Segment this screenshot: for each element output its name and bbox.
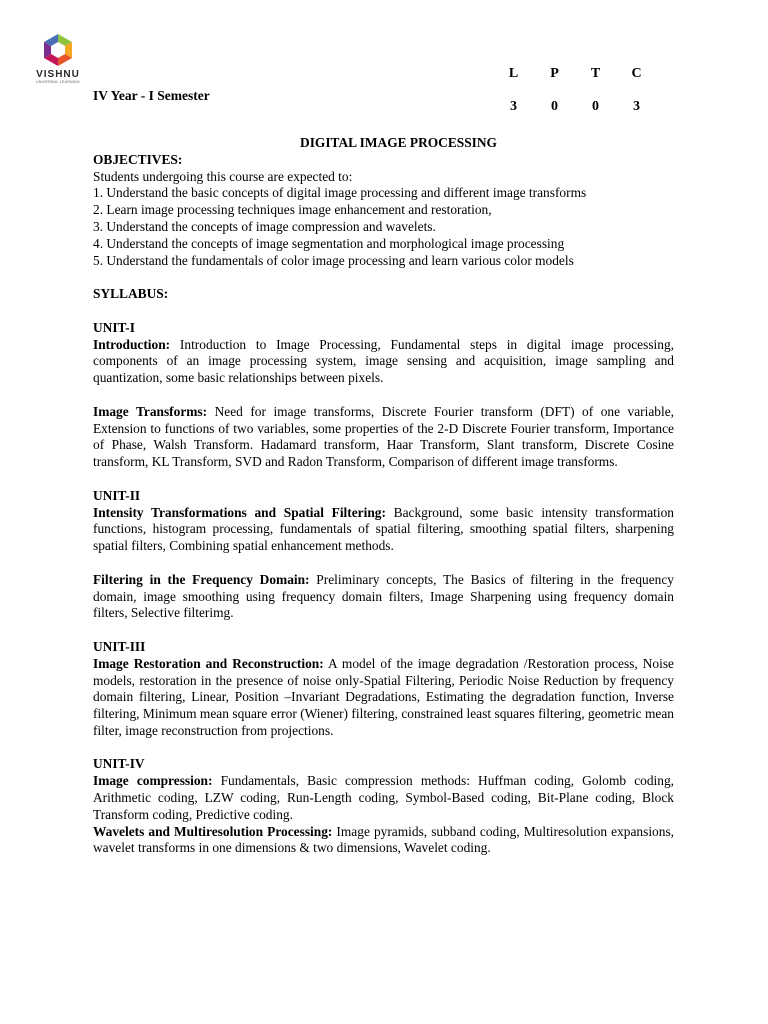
topic-paragraph: [93, 824, 674, 858]
objectives-heading: OBJECTIVES:: [93, 151, 183, 167]
objective-item: 2. Learn image processing techniques image enhancement and restoration,: [93, 202, 492, 218]
ltpc-label-p: P: [550, 66, 559, 81]
ltpc-value-l: 3: [510, 99, 517, 114]
topic-title: Image Transforms:: [93, 403, 208, 419]
vishnu-logo: [30, 32, 86, 94]
semester-label: IV Year - I Semester: [93, 88, 210, 103]
topic-text: Introduction to Image Processing, Fundamental steps in digital image processing, components of an image processing system, image sensing and acquisition, image sampling and quantization, some basic relationships between pixels.: [93, 336, 674, 386]
syllabus-content: [93, 135, 674, 857]
ltpc-value-p: 0: [551, 99, 558, 114]
objective-item: 4. Understand the concepts of image segmentation and morphological image processing: [93, 235, 565, 251]
topic-text: Need for image transforms, Discrete Fourier transform (DFT) of one variable, Extension to functions of two variables, some properties of the 2-D Discrete Fourier transform, Importance of Phase, Walsh Transform. Hadamard transform, Haar Transform, Slant transform, Discrete Cosine transform, KL Transform, SVD and Radon Transform, Comparison of different image transforms.: [93, 403, 674, 470]
objectives-list: [93, 185, 674, 269]
course-title: DIGITAL IMAGE PROCESSING: [300, 135, 497, 150]
topic-title: Image Restoration and Reconstruction:: [93, 655, 324, 671]
ltpc-labels: [493, 66, 669, 82]
topic-paragraph: [93, 337, 674, 387]
logo-tagline: UNIVERSAL LEARNING: [36, 80, 80, 84]
unit-heading: UNIT-II: [93, 487, 141, 503]
topic-text: Fundamentals, Basic compression methods: Huffman coding, Golomb coding, Arithmetic coding, LZW coding, Run-Length coding, Symbol-Based coding, Bit-Plane coding, Block Transform coding, Predictive coding.: [93, 773, 674, 822]
topic-title: Wavelets and Multiresolution Processing:: [93, 823, 333, 839]
ltpc-label-c: C: [631, 66, 642, 81]
topic-paragraph: [93, 773, 674, 823]
ltpc-value-c: 3: [633, 99, 640, 114]
unit-heading: UNIT-IV: [93, 756, 145, 772]
topic-text: Background, some basic intensity transformation functions, histogram processing, fundamentals of spatial filtering, smoothing spatial filters, sharpening spatial filters, Combining spatial enhancement methods.: [93, 504, 674, 554]
topic-paragraph: [93, 656, 674, 740]
objective-item: 5. Understand the fundamentals of color image processing and learn various color models: [93, 252, 574, 268]
ltpc-value-t: 0: [592, 99, 599, 114]
topic-title: Introduction:: [93, 336, 171, 352]
topic-title: Intensity Transformations and Spatial Filtering:: [93, 504, 386, 520]
ltpc-table: [493, 66, 669, 115]
topic-title: Image compression:: [93, 773, 213, 789]
topic-title: Filtering in the Frequency Domain:: [93, 571, 310, 587]
logo-emblem-icon: [40, 32, 76, 68]
syllabus-heading: SYLLABUS:: [93, 286, 169, 302]
topic-text: Image pyramids, subband coding, Multiresolution expansions, wavelet transforms in one dimensions & two dimensions, Wavelet coding.: [93, 823, 675, 856]
logo-wordmark: VISHNU: [36, 69, 80, 80]
objective-item: 3. Understand the concepts of image compression and wavelets.: [93, 218, 436, 234]
topic-paragraph: [93, 505, 674, 555]
unit-heading: UNIT-III: [93, 638, 146, 654]
topic-paragraph: [93, 404, 674, 471]
objective-item: 1. Understand the basic concepts of digital image processing and different image transforms: [93, 185, 587, 201]
topic-text: Preliminary concepts, The Basics of filtering in the frequency domain, image smoothing using frequency domain filters, Image Sharpening using frequency domain filters, Selective filterimg.: [93, 571, 674, 621]
ltpc-label-l: L: [508, 66, 519, 81]
objectives-intro: Students undergoing this course are expected to:: [93, 168, 353, 184]
topic-paragraph: [93, 572, 674, 622]
topic-text: A model of the image degradation /Restoration process, Noise models, restoration in the presence of noise only-Spatial Filtering, Periodic Noise Reduction by frequency domain filtering, Linear, Position –Invariant Degradations, Estimating the degradation function, Inverse filtering, Minimum mean square error (Wiener) filtering, constrained least squares filtering, geometric mean filter, image reconstruction from projections.: [93, 655, 674, 738]
ltpc-label-t: T: [590, 66, 601, 81]
unit-heading: UNIT-I: [93, 319, 135, 335]
ltpc-values: [493, 99, 669, 115]
